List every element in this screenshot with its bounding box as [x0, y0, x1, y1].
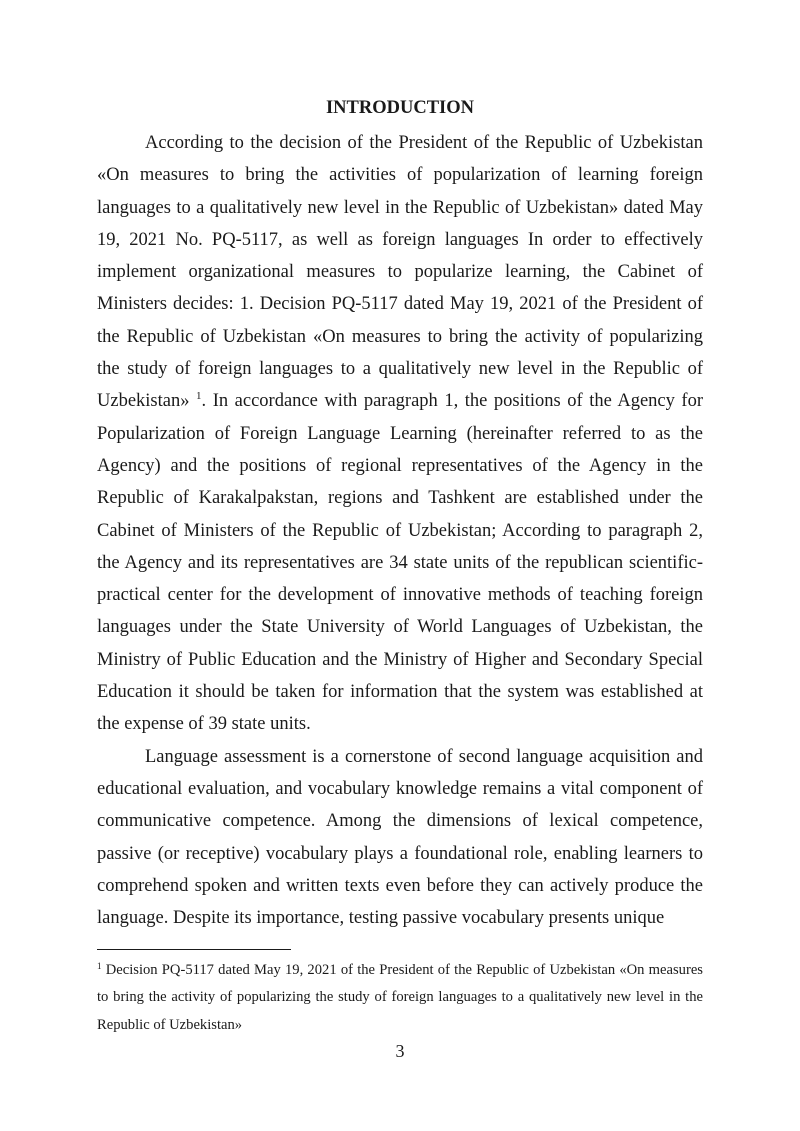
paragraph-decision [97, 127, 703, 741]
page-number: 3 [395, 1041, 405, 1061]
footnote [97, 957, 703, 1039]
footnote-reference[interactable]: 1 [196, 390, 202, 403]
body-text [97, 127, 703, 934]
footnote-separator [97, 949, 291, 950]
paragraph-language-assessment: Language assessment is a cornerstone of second language acquisition and educational evaluation, and vocabulary knowledge remains a vital component of communicative competence. Among the dimensions of lexical competence, passive (or receptive) vocabulary plays a foundational role, enabling learners to comprehend spoken and written texts even before they can actively produce the language. Despite its importance, testing passive vocabulary presents unique [97, 746, 703, 929]
footnote-marker: 1 [97, 961, 102, 971]
page-title: INTRODUCTION [325, 98, 475, 118]
paragraph-decision-continuation: . In accordance with paragraph 1, the positions of the Agency for Popularization of Foreign Language Learning (hereinafter referred to as the Agency) and the positions of regional representatives of the Agency in the Republic of Karakalpakstan, regions and Tashkent are established under the Cabinet of Ministers of the Republic of Uzbekistan; According to paragraph 2, the Agency and its representatives are 34 state units of the republican scientific-practical center for the development of innovative methods of teaching foreign languages under the State University of World Languages of Uzbekistan, the Ministry of Public Education and the Ministry of Higher and Secondary Special Education it should be taken for information that the system was established at the expense of 39 state units. [97, 391, 703, 735]
footnote-text: Decision PQ-5117 dated May 19, 2021 of the President of the Republic of Uzbekistan «On measures to bring the activity of popularizing the study of foreign languages to a qualitatively new level in the Republic of Uzbekistan» [97, 962, 703, 1033]
paragraph-decision-text: According to the decision of the President of the Republic of Uzbekistan «On measures to bring the activities of popularization of learning foreign languages to a qualitatively new level in the Republic of Uzbekistan» dated May 19, 2021 No. PQ-5117, as well as foreign languages In order to effectively implement organizational measures to popularize learning, the Cabinet of Ministers decides: 1. Decision PQ-5117 dated May 19, 2021 of the President of the Republic of Uzbekistan «On measures to bring the activity of popularizing the study of foreign languages to a qualitatively new level in the Republic of Uzbekistan» [97, 133, 703, 412]
